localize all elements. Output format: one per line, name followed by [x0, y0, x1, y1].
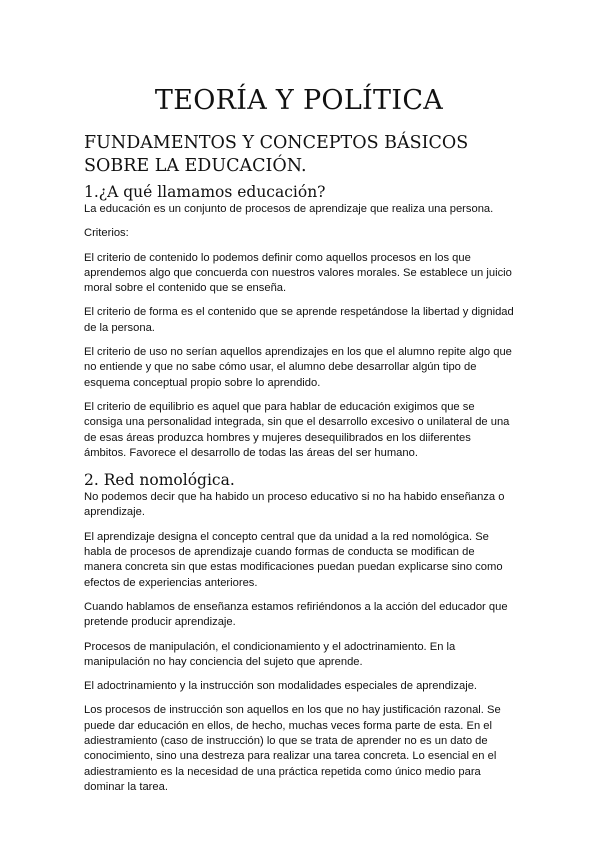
paragraph: El criterio de uso no serían aquellos aprendizajes en los que el alumno repite algo que no entiende y que no sabe cómo usar, el alumno debe desarrollar algún tipo de esquema conceptual propio sobre lo aprendido.	[84, 346, 512, 389]
section-heading-red-nomologica: 2. Red nomológica.	[84, 471, 235, 490]
paragraph: No podemos decir que ha habido un proceso educativo si no ha habido enseñanza o aprendizaje.	[84, 491, 505, 519]
paragraph: La educación es un conjunto de procesos de aprendizaje que realiza una persona.	[84, 203, 494, 215]
paragraph: El criterio de forma es el contenido que se aprende respetándose la libertad y dignidad de la persona.	[84, 306, 514, 334]
section-heading-educacion: 1.¿A qué llamamos educación?	[84, 183, 326, 201]
paragraph: Cuando hablamos de enseñanza estamos refiriéndonos a la acción del educador que pretende producir aprendizaje.	[84, 600, 508, 629]
paragraph: Procesos de manipulación, el condicionamiento y el adoctrinamiento. En la manipulación no hay conciencia del sujeto que aprende.	[84, 640, 456, 668]
paragraph: El adoctrinamiento y la instrucción son modalidades especiales de aprendizaje.	[84, 680, 478, 693]
paragraph: El criterio de contenido lo podemos definir como aquellos procesos en los que aprendemos algo que concuerda con nuestros valores morales. Se establece un juicio moral sobre el contenido que se enseña.	[84, 251, 512, 295]
paragraph: Criterios:	[84, 227, 129, 240]
paragraph: El criterio de equilibrio es aquel que para hablar de educación exigimos que se consiga una personalidad integrada, sin que el desarrollo excesivo o unilateral de una de esas áreas produzca hombres y mujeres desequilibrados en los diiferentes ámbitos. Favorece el desarrollo de todas las áreas del ser humano.	[84, 400, 510, 459]
document-subtitle: FUNDAMENTOS Y CONCEPTOS BÁSICOS SOBRE LA EDUCACIÓN.	[84, 133, 469, 176]
document-content	[84, 80, 514, 804]
paragraph: Los procesos de instrucción son aquellos en los que no hay justificación razonal. Se puede dar educación en ellos, de hecho, muchas veces forma parte de esta. En el adiestramiento (caso de instrucción) lo que se trata de aprender no es un dato de conocimiento, sino una destreza para realizar una tarea concreta. Lo esencial en el adiestramiento es la necesidad de una práctica repetida como único medio para dominar la tarea.	[84, 704, 501, 793]
document-title: TEORÍA Y POLÍTICA	[154, 85, 444, 116]
paragraph: El aprendizaje designa el concepto central que da unidad a la red nomológica. Se habla de procesos de aprendizaje cuando formas de conducta se modifican de manera concreta sin que estas modificaciones puedan puedan explicarse sino como efectos de experiencias anteriores.	[84, 530, 503, 589]
